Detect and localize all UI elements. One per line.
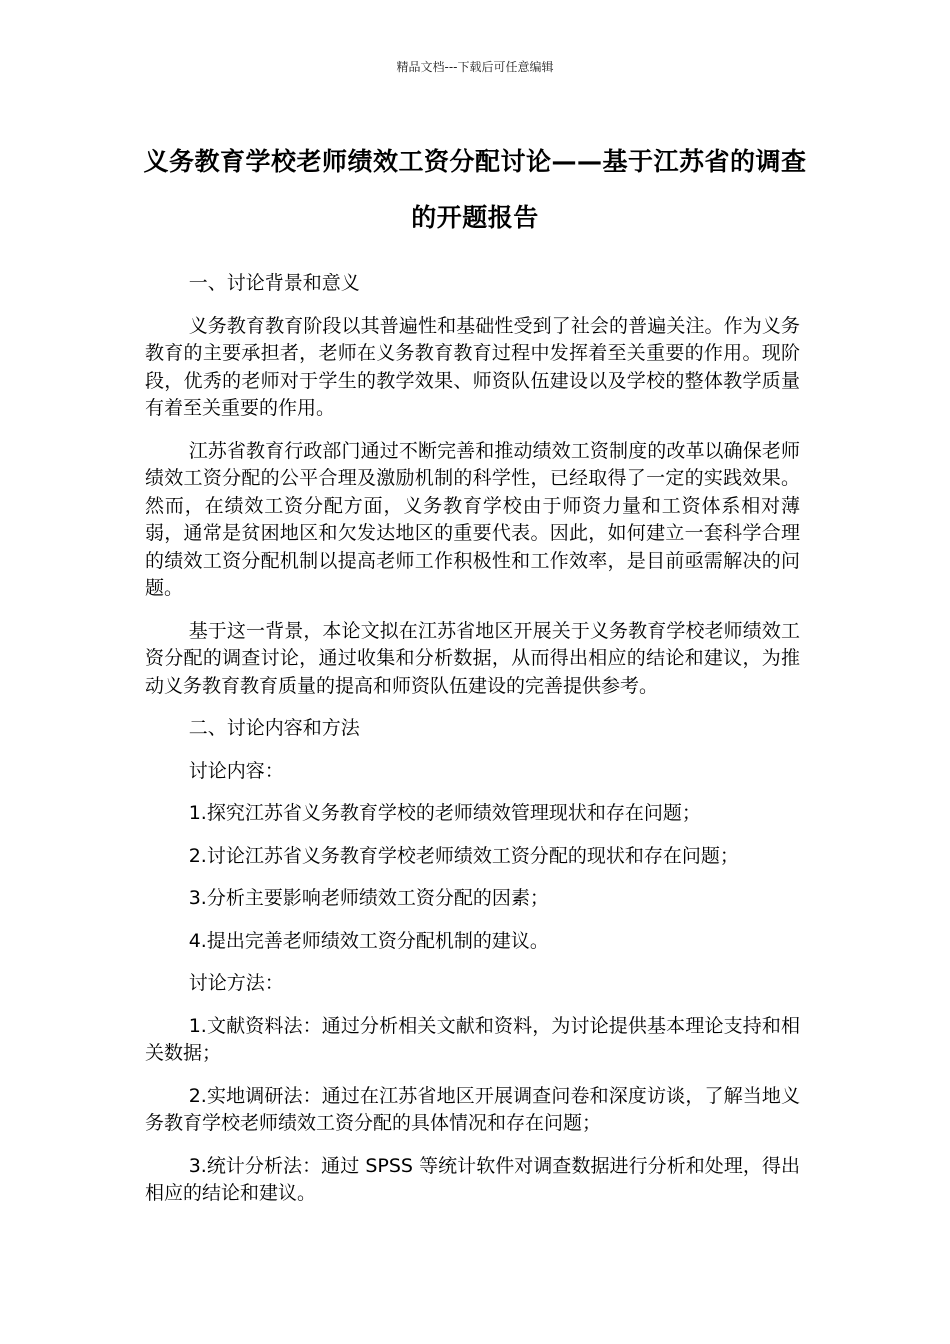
content-item: 2.讨论江苏省义务教育学校老师绩效工资分配的现状和存在问题； <box>188 844 739 867</box>
document-body <box>145 270 800 1223</box>
paragraph: 基于这一背景，本论文拟在江苏省地区开展关于义务教育学校老师绩效工资分配的调查讨论，通过收集和分析数据，从而得出相应的结论和建议，为推动义务教育教育质量的提高和师资队伍建设的完善提供参考。 <box>145 619 800 697</box>
content-item: 4.提出完善老师绩效工资分配机制的建议。 <box>188 929 549 952</box>
header-note: 精品文档---下载后可任意编辑 <box>396 60 554 74</box>
section-heading-background: 一、讨论背景和意义 <box>188 272 360 294</box>
method-label: 讨论方法： <box>188 972 284 994</box>
content-item: 3.分析主要影响老师绩效工资分配的因素； <box>188 887 549 909</box>
paragraph: 江苏省教育行政部门通过不断完善和推动绩效工资制度的改革以确保老师绩效工资分配的公平合理及激励机制的科学性，已经取得了一定的实践效果。然而，在绩效工资分配方面，义务教育学校由于师资力量和工资体系相对薄弱，通常是贫困地区和欠发达地区的重要代表。因此，如何建立一套科学合理的绩效工资分配机制以提高老师工作积极性和工作效率，是目前亟需解决的问题。 <box>145 439 800 599</box>
method-item: 2.实地调研法：通过在江苏省地区开展调查问卷和深度访谈，了解当地义务教育学校老师绩效工资分配的具体情况和存在问题； <box>145 1084 800 1134</box>
method-item: 1.文献资料法：通过分析相关文献和资料，为讨论提供基本理论支持和相关数据； <box>145 1014 800 1064</box>
content-item: 1.探究江苏省义务教育学校的老师绩效管理现状和存在问题； <box>188 802 701 824</box>
section-heading-content-method: 二、讨论内容和方法 <box>188 717 360 739</box>
paragraph: 义务教育教育阶段以其普遍性和基础性受到了社会的普遍关注。作为义务教育的主要承担者，老师在义务教育教育过程中发挥着至关重要的作用。现阶段，优秀的老师对于学生的教学效果、师资队伍建设以及学校的整体教学质量有着至关重要的作用。 <box>145 314 800 419</box>
method-item: 3.统计分析法：通过 SPSS 等统计软件对调查数据进行分析和处理，得出相应的结论和建议。 <box>145 1154 800 1204</box>
content-label: 讨论内容： <box>188 759 284 782</box>
document-title: 义务教育学校老师绩效工资分配讨论——基于江苏省的调查的开题报告 <box>143 147 807 232</box>
